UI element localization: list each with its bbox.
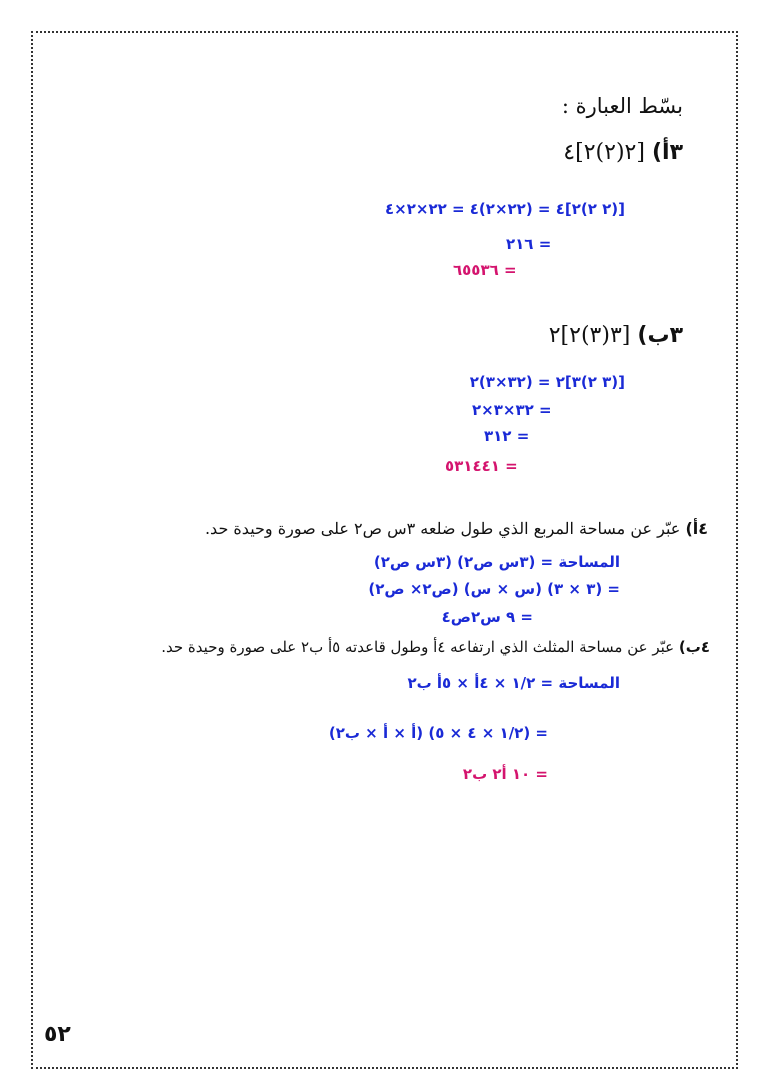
p3b-expression: [٣(٣)٢]٢ [548,323,631,348]
p3b-number: ٣ب) [637,323,683,348]
p4b-line-1 [407,674,620,692]
p4a-line-3: = ٩ س٢ص٤ [441,608,533,626]
area-label: المساحة [558,553,620,571]
p4b-question [161,638,710,656]
title: بسّط العبارة : [561,94,683,118]
p3a-expression: [٢(٢)٢]٤ [563,140,645,165]
p3a-line-3: = ٦٥٥٣٦ [453,261,517,279]
p4a-question-text: عبّر عن مساحة المربع الذي طول ضلعه ٣س ص٢ على صورة وحيدة حد. [204,519,681,538]
p3a-header [563,140,683,165]
p4a-line-1-expr: = (٣س ص٢) (٣س ص٢) [373,553,554,571]
area-label: المساحة [558,674,620,692]
p3b-header [549,323,683,348]
page-number: ٥٢ [44,1022,71,1047]
p3a-number: ٣أ) [651,140,683,165]
p3b-line-2: = ٣٢×٣×٢ [472,401,552,419]
p4a-question [205,519,708,538]
p4a-line-2: = (٣ × ٣) (س × س) (ص٢× ص٢) [368,580,620,598]
p4a-number: ٤أ) [685,519,708,538]
p3b-line-1: [(٣ ٢)٣]٢ = (٣٢×٣)٢ [469,373,625,391]
p4b-line-2: = (١/٢ × ٤ × ٥) (أ × أ × ب٢) [328,724,548,742]
p3a-line-2: = ٢١٦ [506,235,552,253]
p4b-question-text: عبّر عن مساحة المثلث الذي ارتفاعه ٤أ وطول قاعدته ٥أ ب٢ على صورة وحيدة حد. [161,638,675,656]
p4b-number: ٤ب) [678,638,710,656]
p3a-line-1: [(٢ ٢)٢]٤ = (٢٢×٢)٤ = ٢٢×٢×٤ [384,200,625,218]
p4b-line-1-expr: = ١/٢ × ٤أ × ٥أ ب٢ [407,674,554,692]
p4b-line-3: = ١٠ أ٢ ب٢ [462,765,548,783]
p4a-line-1 [374,553,620,571]
page-border [31,31,738,1069]
p3b-line-4: = ٥٣١٤٤١ [445,457,518,475]
p3b-line-3: = ٣١٢ [484,427,530,445]
